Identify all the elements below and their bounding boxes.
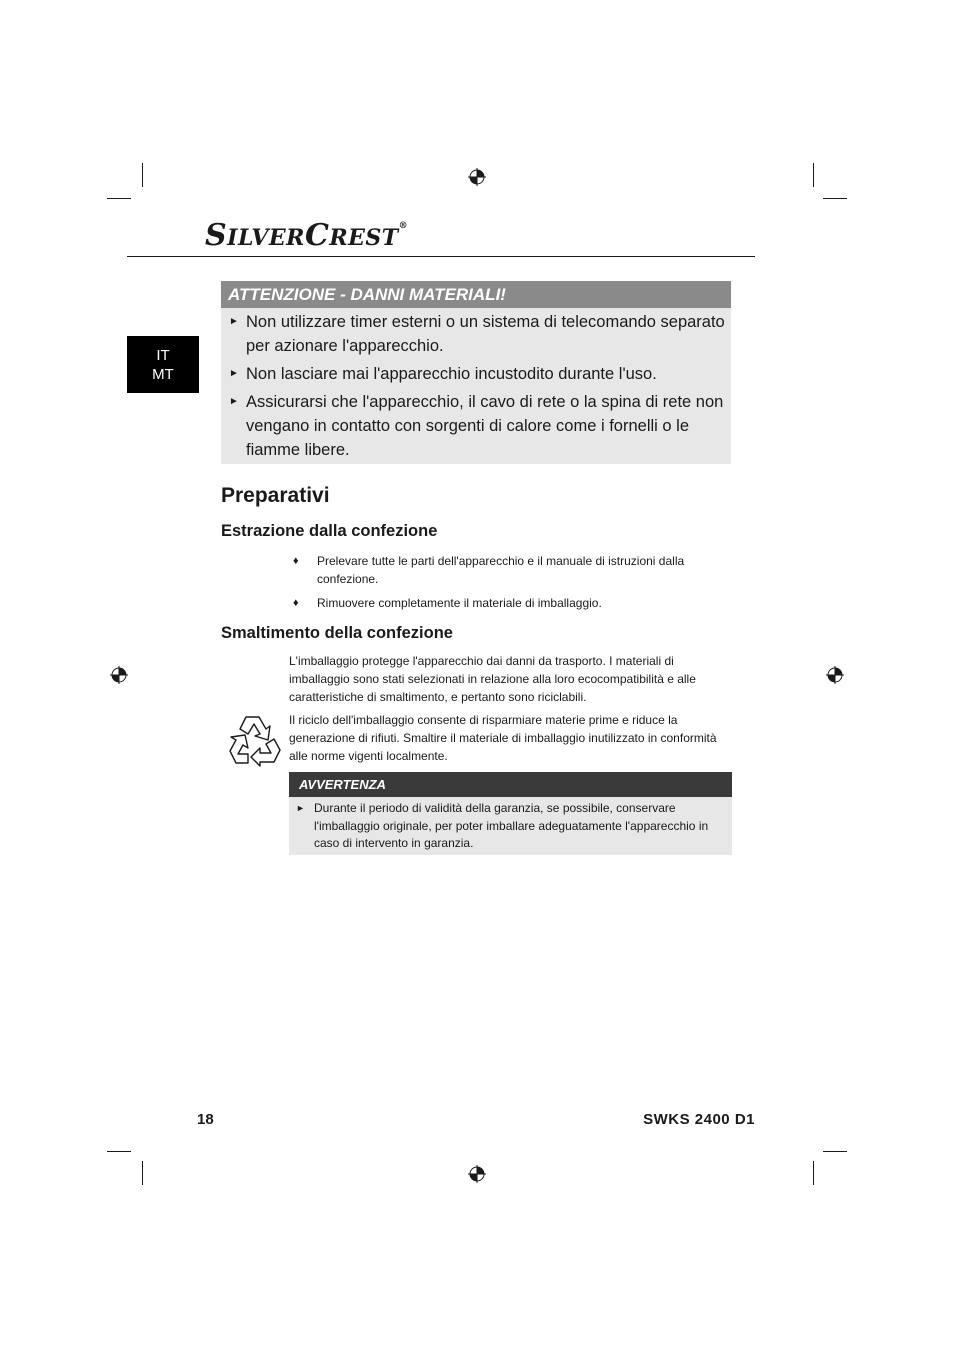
section-title: Preparativi [221,484,330,507]
diamond-bullet-icon: ♦ [293,555,299,567]
registration-target-icon [110,666,128,684]
diamond-bullet-icon: ♦ [293,597,299,609]
list-item: ► Assicurarsi che l'apparecchio, il cavo di rete o la spina di rete non vengano in contatto con sorgenti di calore come i fornelli o le fiamme libere. [229,390,729,462]
note-text: ► Durante il periodo di validità della garanzia, se possibile, conservare l'imballaggio originale, per poter imballare adeguatamente l'apparecchio in caso di intervento in garanzia. [296,801,709,850]
model-number: SWKS 2400 D1 [643,1111,755,1128]
list-item: ► Non lasciare mai l'apparecchio incustodito durante l'uso. [229,362,729,386]
warning-title: ATTENZIONE - DANNI MATERIALI! [221,281,731,308]
recycle-icon [226,713,284,769]
disposal-paragraph: L'imballaggio protegge l'apparecchio dai danni da trasporto. I materiali di imballaggio sono stati selezionati in relazione alla loro ecocompatibilità e alle caratteristiche di smaltimento, e pertanto sono riciclabili. [289,654,696,704]
registration-target-icon [468,1165,486,1183]
list-item: ♦ Prelevare tutte le parti dell'apparecchio e il manuale di istruzioni dalla confezione. [293,554,685,586]
unpack-heading: Estrazione dalla confezione [221,522,438,540]
crop-mark [813,1161,814,1185]
crop-mark [107,198,131,199]
silvercrest-logo: SILVERCREST® [205,218,409,253]
crop-mark [142,163,143,187]
language-tab [127,336,199,393]
registration-target-icon [826,666,844,684]
arrow-bullet-icon: ► [229,316,239,327]
page-number: 18 [197,1111,214,1128]
arrow-bullet-icon: ► [229,368,239,379]
disposal-heading: Smaltimento della confezione [221,624,453,642]
crop-mark [107,1151,131,1152]
crop-mark [142,1161,143,1185]
crop-mark [813,163,814,187]
unpack-list [293,552,723,618]
registration-target-icon [468,168,486,186]
header-rule [127,256,755,257]
arrow-bullet-icon: ► [229,396,239,407]
warning-list [229,310,729,466]
language-code: MT [152,365,174,383]
note-title: AVVERTENZA [289,772,732,797]
crop-mark [823,1151,847,1152]
list-item: ♦ Rimuovere completamente il materiale di imballaggio. [293,596,602,610]
list-item: ► Non utilizzare timer esterni o un sistema di telecomando separato per azionare l'apparecchio. [229,310,729,358]
arrow-bullet-icon: ► [296,803,305,813]
recycling-paragraph: Il riciclo dell'imballaggio consente di risparmiare materie prime e riduce la generazione di rifiuti. Smaltire il materiale di imballaggio inutilizzato in conformità alle norme vigenti localmente. [289,713,717,763]
language-code: IT [156,346,170,364]
crop-mark [823,198,847,199]
